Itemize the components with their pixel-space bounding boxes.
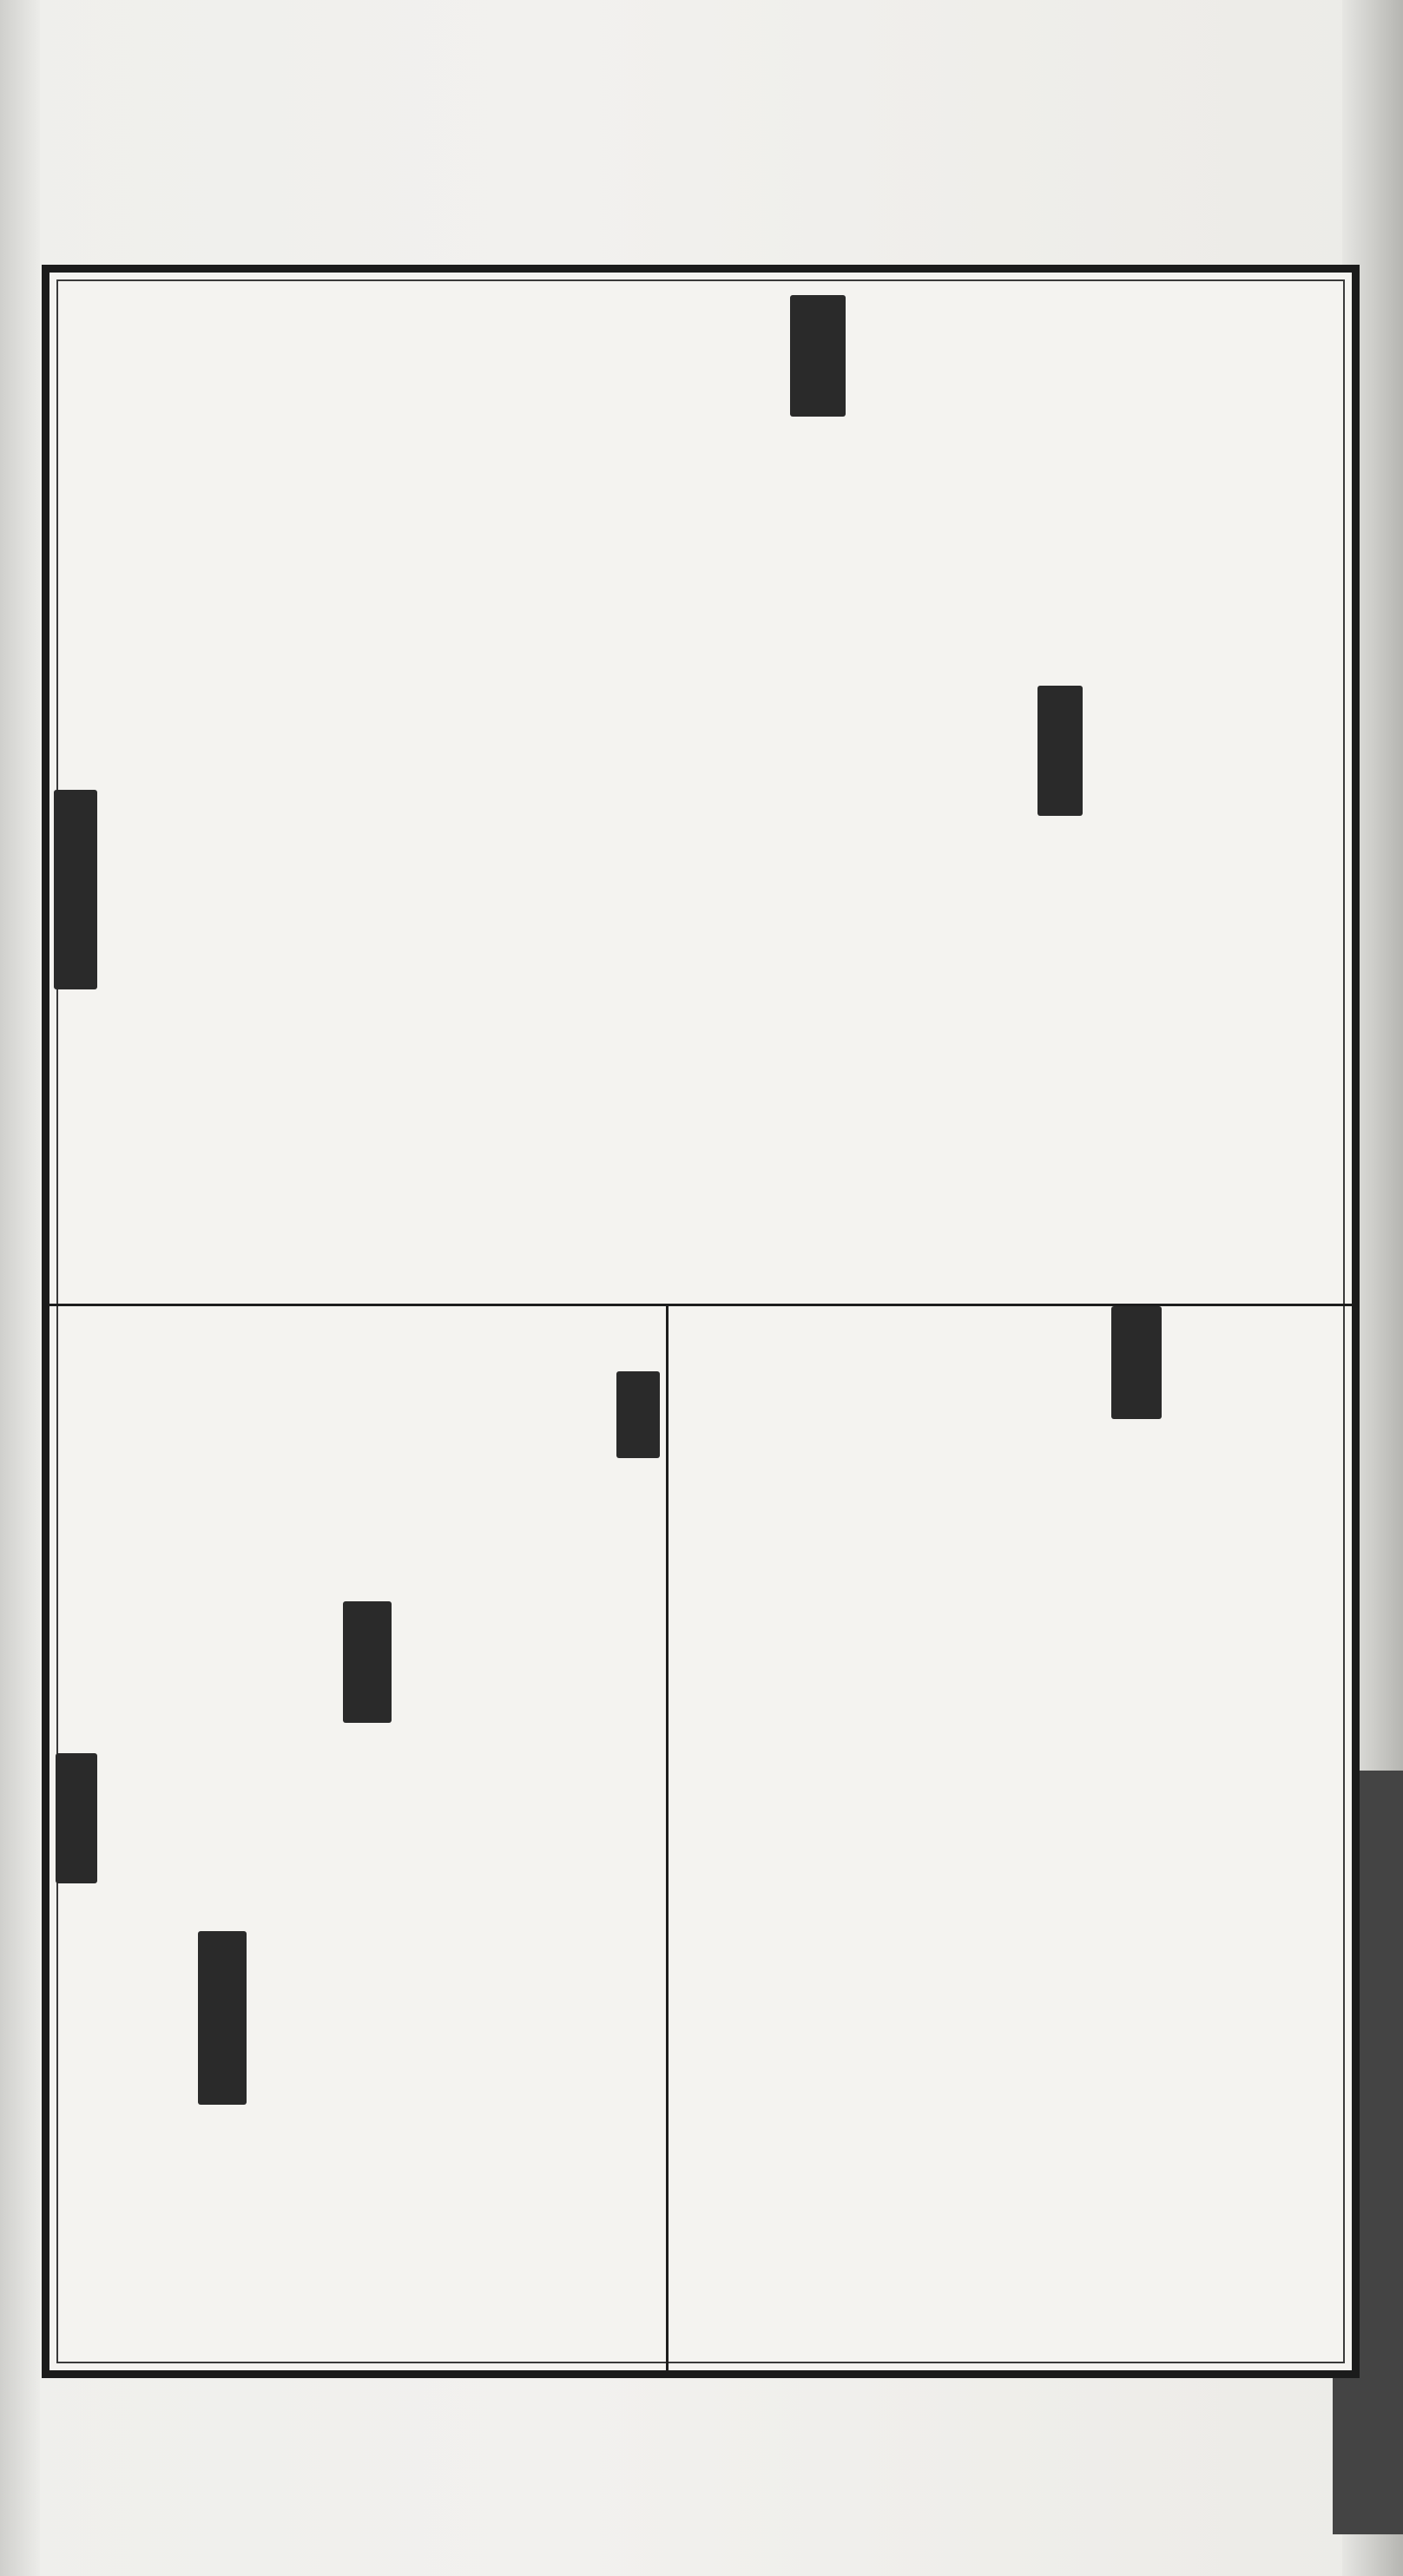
label-chongwen: [198, 1931, 247, 2105]
label-zitong: [343, 1601, 392, 1723]
vertical-divider: [666, 1304, 669, 2370]
label-shuocui: [56, 1753, 97, 1883]
label-yiyi: [616, 1371, 660, 1458]
label-judu: [790, 295, 846, 417]
label-jiaquan: [1111, 1306, 1162, 1419]
label-yizheng: [1037, 686, 1083, 816]
book-gutter: [0, 0, 40, 2576]
label-tongxun: [54, 790, 97, 989]
